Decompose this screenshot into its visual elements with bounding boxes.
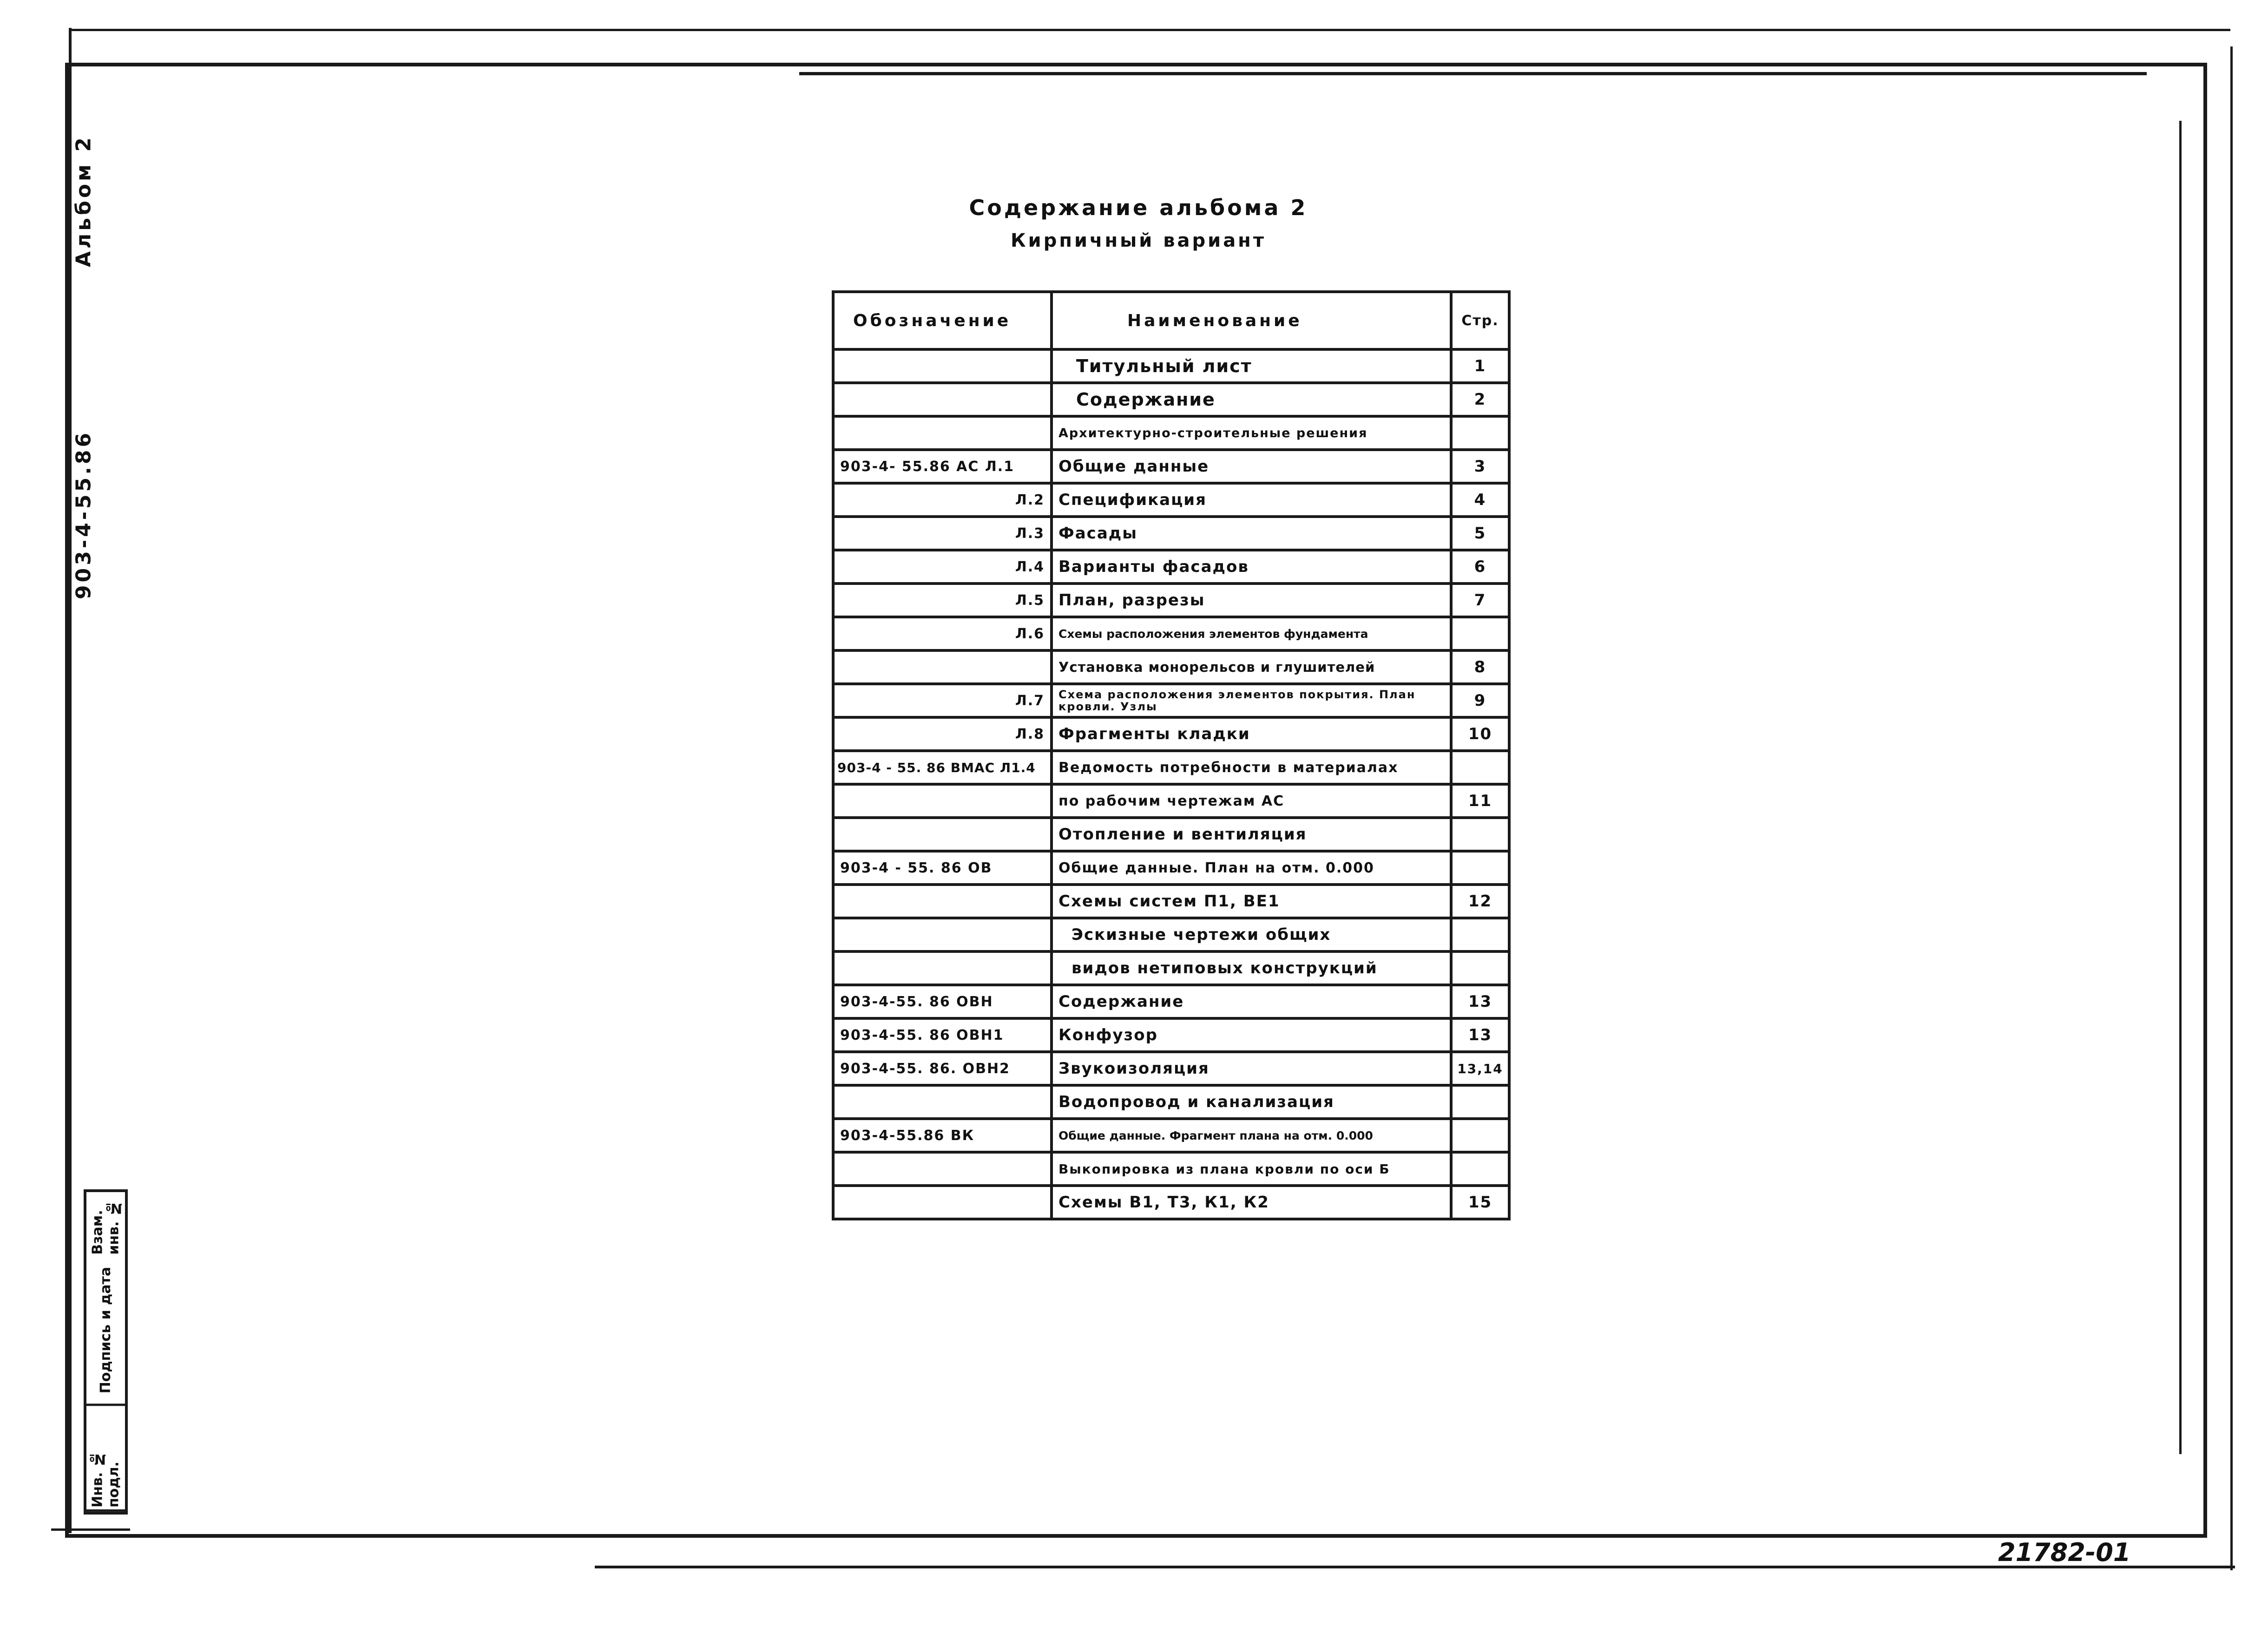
row-code: 903-4 - 55. 86 ОВ <box>833 851 1052 885</box>
frame-line-bottom <box>595 1566 2235 1568</box>
table-row <box>833 1186 1509 1219</box>
row-code <box>833 1186 1052 1219</box>
row-page <box>1451 1119 1509 1152</box>
frame-line-top-inner <box>799 72 2147 75</box>
side-labels <box>65 135 102 599</box>
frame-line-top <box>70 29 2230 31</box>
table-row <box>833 1119 1509 1152</box>
row-name: Содержание <box>1052 985 1451 1018</box>
row-page: 15 <box>1451 1186 1509 1219</box>
table-row <box>833 851 1509 885</box>
table-row <box>833 483 1509 517</box>
row-code <box>833 885 1052 918</box>
row-name: видов нетиповых конструкций <box>1052 951 1451 985</box>
row-page: 11 <box>1451 784 1509 818</box>
row-page: 13 <box>1451 985 1509 1018</box>
row-name: Установка монорельсов и глушителей <box>1052 650 1451 684</box>
row-page: 12 <box>1451 885 1509 918</box>
stamp-vzam: Взам. инв. № <box>89 1200 122 1255</box>
row-code: 903-4-55.86 ВК <box>833 1119 1052 1152</box>
row-name: План, разрезы <box>1052 584 1451 617</box>
row-page <box>1451 851 1509 885</box>
row-code <box>833 918 1052 951</box>
page-title: Содержание альбома 2 <box>969 195 1308 220</box>
table-row <box>833 751 1509 784</box>
row-page: 13,14 <box>1451 1052 1509 1085</box>
header-code: Обозначение <box>833 292 1052 349</box>
row-code: 903-4- 55.86 АС Л.1 <box>833 450 1052 483</box>
row-page <box>1451 617 1509 650</box>
row-page <box>1451 416 1509 450</box>
row-name: Общие данные <box>1052 450 1451 483</box>
table-row <box>833 517 1509 550</box>
row-name: Выкопировка из плана кровли по оси Б <box>1052 1152 1451 1186</box>
row-name: Общие данные. Фрагмент плана на отм. 0.000 <box>1052 1119 1451 1152</box>
row-name: Схема расположения элементов покрытия. План кровли. Узлы <box>1052 684 1451 717</box>
row-page <box>1451 751 1509 784</box>
row-name: Содержание <box>1052 383 1451 416</box>
row-page: 7 <box>1451 584 1509 617</box>
row-code <box>833 951 1052 985</box>
table-row <box>833 684 1509 717</box>
row-code: Л.4 <box>833 550 1052 584</box>
row-page <box>1451 951 1509 985</box>
table-row <box>833 1152 1509 1186</box>
row-page <box>1451 818 1509 851</box>
row-page: 5 <box>1451 517 1509 550</box>
row-name: Спецификация <box>1052 483 1451 517</box>
row-code: 903-4 - 55. 86 ВМАС Л1.4 <box>833 751 1052 784</box>
table-row <box>833 349 1509 383</box>
table-row <box>833 650 1509 684</box>
row-page: 6 <box>1451 550 1509 584</box>
table-row <box>833 1085 1509 1119</box>
row-code: Л.7 <box>833 684 1052 717</box>
row-name: Отопление и вентиляция <box>1052 818 1451 851</box>
contents-table <box>832 290 1511 1220</box>
table-row <box>833 1018 1509 1052</box>
archive-number: 21782-01 <box>1998 1538 2131 1567</box>
table-row <box>833 584 1509 617</box>
stamp-inv-podl: Инв. № подл. <box>86 1406 125 1512</box>
side-album: Альбом 2 <box>72 135 96 267</box>
row-code <box>833 383 1052 416</box>
row-code: 903-4-55. 86. ОВН2 <box>833 1052 1052 1085</box>
row-name: Титульный лист <box>1052 349 1451 383</box>
page-subtitle: Кирпичный вариант <box>1010 230 1267 251</box>
row-page: 10 <box>1451 717 1509 751</box>
row-code <box>833 349 1052 383</box>
table-row <box>833 550 1509 584</box>
frame-line-right <box>2179 121 2182 1454</box>
row-page: 4 <box>1451 483 1509 517</box>
row-code: Л.6 <box>833 617 1052 650</box>
table-row <box>833 383 1509 416</box>
row-name: Звукоизоляция <box>1052 1052 1451 1085</box>
stamp-block <box>84 1189 128 1515</box>
row-code <box>833 1085 1052 1119</box>
row-page <box>1451 1085 1509 1119</box>
row-code: Л.8 <box>833 717 1052 751</box>
table-row <box>833 818 1509 851</box>
table-row <box>833 617 1509 650</box>
row-code: Л.3 <box>833 517 1052 550</box>
table-row <box>833 918 1509 951</box>
header-name: Наименование <box>1052 292 1451 349</box>
row-name: Ведомость потребности в материалах <box>1052 751 1451 784</box>
table-row <box>833 885 1509 918</box>
row-page: 9 <box>1451 684 1509 717</box>
row-name: Общие данные. План на отм. 0.000 <box>1052 851 1451 885</box>
row-name: Фрагменты кладки <box>1052 717 1451 751</box>
table-row <box>833 985 1509 1018</box>
row-name: Схемы расположения элементов фундамента <box>1052 617 1451 650</box>
table-row <box>833 951 1509 985</box>
row-code <box>833 784 1052 818</box>
row-name: по рабочим чертежам АС <box>1052 784 1451 818</box>
row-page: 13 <box>1451 1018 1509 1052</box>
row-code: Л.2 <box>833 483 1052 517</box>
row-code: 903-4-55. 86 ОВН1 <box>833 1018 1052 1052</box>
row-page: 2 <box>1451 383 1509 416</box>
row-code <box>833 1152 1052 1186</box>
row-code: Л.5 <box>833 584 1052 617</box>
row-name: Схемы В1, Т3, К1, К2 <box>1052 1186 1451 1219</box>
table-row <box>833 784 1509 818</box>
row-page: 8 <box>1451 650 1509 684</box>
row-code <box>833 650 1052 684</box>
row-name: Архитектурно-строительные решения <box>1052 416 1451 450</box>
row-page: 3 <box>1451 450 1509 483</box>
row-name: Конфузор <box>1052 1018 1451 1052</box>
table-header-row <box>833 292 1509 349</box>
table-row <box>833 450 1509 483</box>
row-name: Фасады <box>1052 517 1451 550</box>
row-page <box>1451 1152 1509 1186</box>
frame-line-bottom-left <box>51 1528 130 1531</box>
row-page <box>1451 918 1509 951</box>
row-code: 903-4-55. 86 ОВН <box>833 985 1052 1018</box>
row-page: 1 <box>1451 349 1509 383</box>
table-row <box>833 1052 1509 1085</box>
row-code <box>833 818 1052 851</box>
frame-line-right-outer <box>2230 46 2233 1570</box>
row-name: Схемы систем П1, ВЕ1 <box>1052 885 1451 918</box>
row-name: Водопровод и канализация <box>1052 1085 1451 1119</box>
table-row <box>833 416 1509 450</box>
table-row <box>833 717 1509 751</box>
side-doc-code: 903-4-55.86 <box>72 430 96 599</box>
row-name: Эскизные чертежи общих <box>1052 918 1451 951</box>
row-name: Варианты фасадов <box>1052 550 1451 584</box>
header-page: Стр. <box>1451 292 1509 349</box>
row-code <box>833 416 1052 450</box>
stamp-sign-date: Подпись и дата <box>86 1257 125 1406</box>
